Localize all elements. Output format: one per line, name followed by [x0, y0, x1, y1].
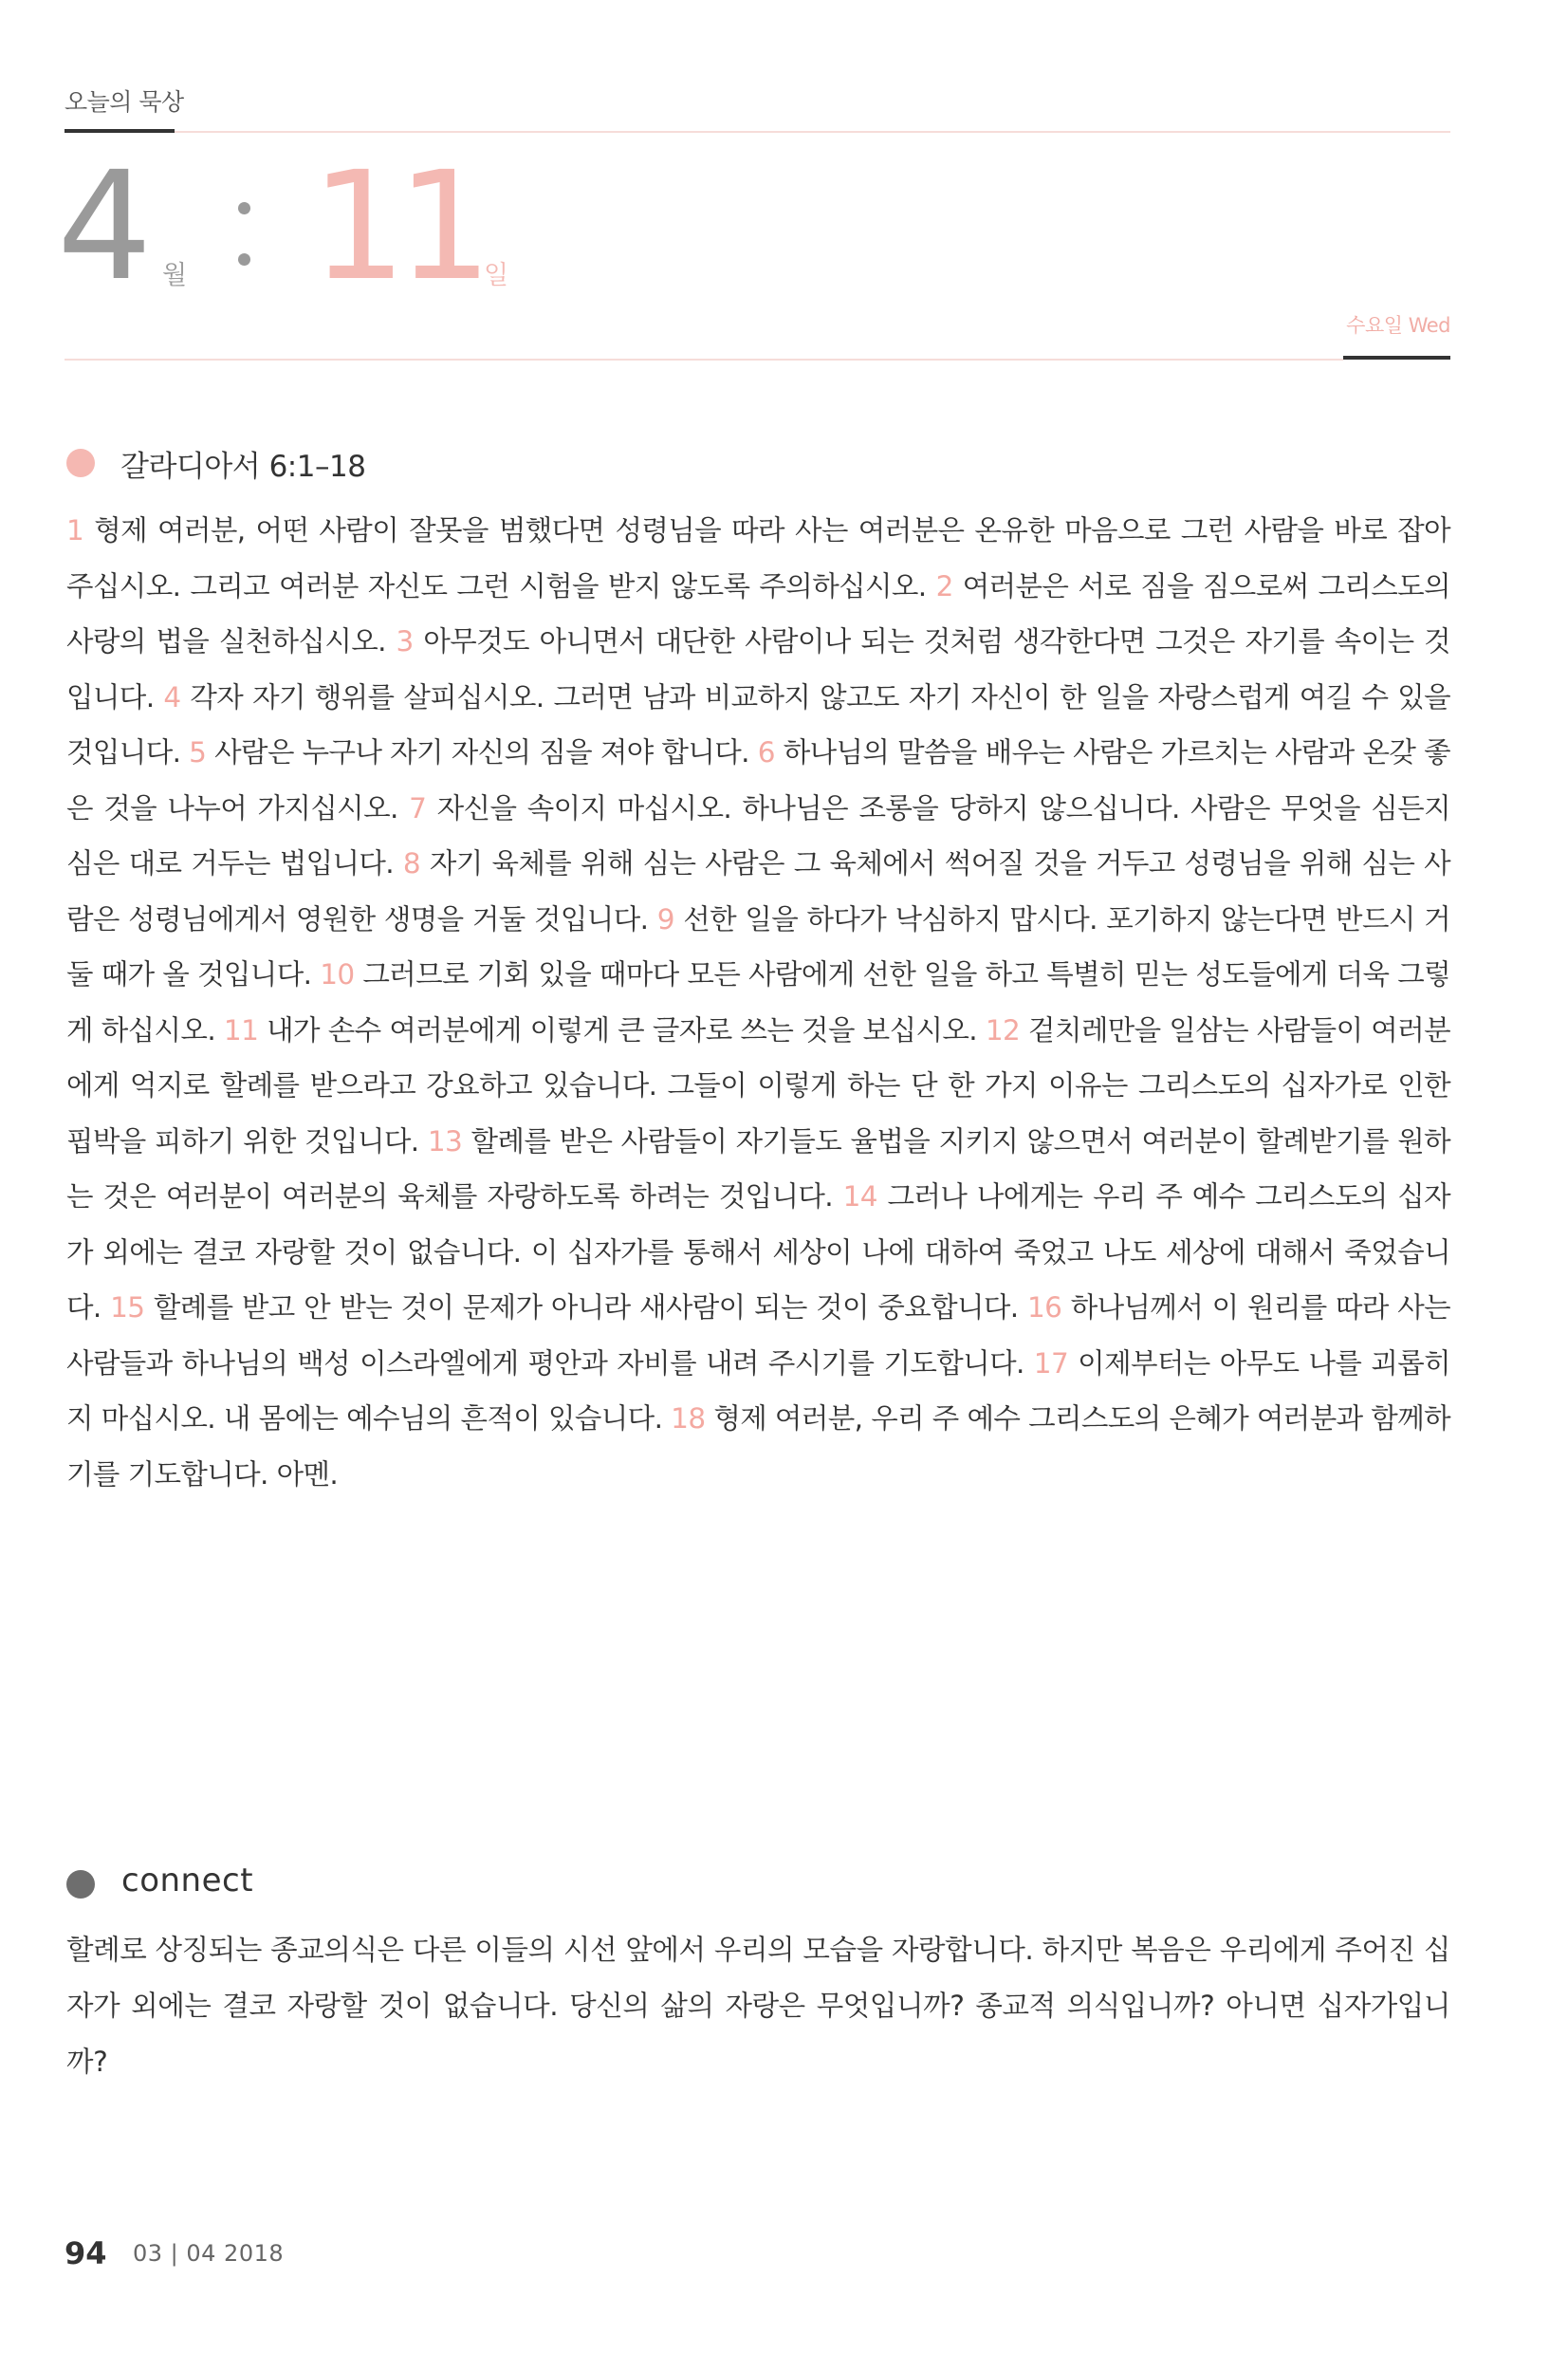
verse-text: 자기 육체를 위해 심는 사람은 그 육체에서 썩어질 것을 거두고 성령님을 위해 심는 사람은 성령님에게서 영원한 생명을 거둘 것입니다.: [66, 847, 1450, 936]
issue-date: 03 | 04 2018: [133, 2240, 285, 2267]
date-separator-colon: [238, 202, 251, 269]
verse-text: 겉치레만을 일삼는 사람들이 여러분에게 억지로 할례를 받으라고 강요하고 있습니다. 그들이 이렇게 하는 단 한 가지 이유는 그리스도의 십자가로 인한 핍박을 피하기 위한 것입니다.: [66, 1013, 1450, 1158]
verse-text: 여러분은 서로 짐을 짐으로써 그리스도의 사랑의 법을 실천하십시오.: [66, 569, 1450, 658]
verse-text: 이제부터는 아무도 나를 괴롭히지 마십시오. 내 몸에는 예수님의 흔적이 있습니다.: [66, 1346, 1450, 1435]
verse-text: 그러나 나에게는 우리 주 예수 그리스도의 십자가 외에는 결코 자랑할 것이 없습니다. 이 십자가를 통해서 세상이 나에 대하여 죽었고 나도 세상에 대해서 죽었습니다.: [66, 1180, 1450, 1324]
verse-number: 17: [1033, 1346, 1069, 1380]
date-day: 11: [311, 139, 484, 314]
verse-text: 각자 자기 행위를 살피십시오. 그러면 남과 비교하지 않고도 자기 자신이 한 일을 자랑스럽게 여길 수 있을 것입니다.: [66, 680, 1451, 769]
verse-number: 16: [1027, 1291, 1062, 1324]
passage-reference: 갈라디아서 6:1–18: [120, 450, 366, 484]
verse-text: 하나님께서 이 원리를 따라 사는 사람들과 하나님의 백성 이스라엘에게 평안과 자비를 내려 주시기를 기도합니다.: [66, 1291, 1450, 1380]
page-number: 94: [65, 2235, 107, 2271]
verse-number: 8: [402, 847, 421, 880]
date-month: 4: [57, 139, 147, 314]
verse-number: 5: [189, 736, 207, 769]
verse-text: 사람은 누구나 자기 자신의 짐을 져야 합니다.: [206, 736, 758, 769]
verse-number: 6: [757, 736, 775, 769]
colon-dot-bottom: [238, 253, 250, 266]
verse-number: 2: [935, 569, 953, 602]
verse-number: 18: [671, 1402, 706, 1435]
verse-number: 9: [656, 902, 674, 936]
verse-text: 할례를 받고 안 받는 것이 문제가 아니라 새사람이 되는 것이 중요합니다.: [144, 1291, 1027, 1324]
verse-number: 4: [163, 680, 181, 713]
connect-title: connect: [121, 1862, 254, 1899]
day-unit: 일: [484, 261, 509, 290]
connect-bullet-icon: [66, 1870, 95, 1899]
verse-text: 선한 일을 하다가 낙심하지 맙시다. 포기하지 않는다면 반드시 거둘 때가 올 것입니다.: [66, 902, 1450, 991]
header-divider: [65, 359, 1343, 361]
verse-text: 자신을 속이지 마십시오. 하나님은 조롱을 당하지 않으십니다. 사람은 무엇을 심든지 심은 대로 거두는 법입니다.: [66, 791, 1450, 880]
verse-number: 10: [320, 958, 355, 991]
verse-number: 3: [396, 625, 414, 658]
verse-number: 15: [110, 1291, 145, 1324]
top-divider: [175, 131, 1450, 133]
verse-number: 1: [66, 514, 84, 547]
passage-text: [66, 503, 1450, 1502]
verse-text: 하나님의 말씀을 배우는 사람은 가르치는 사람과 온갖 좋은 것을 나누어 가지십시오.: [66, 736, 1450, 824]
verse-text: 아무것도 아니면서 대단한 사람이나 되는 것처럼 생각한다면 그것은 자기를 속이는 것입니다.: [66, 625, 1450, 713]
verse-number: 12: [985, 1013, 1021, 1047]
verse-number: 11: [223, 1013, 259, 1047]
month-unit: 월: [162, 261, 188, 290]
connect-text: 할례로 상징되는 종교의식은 다른 이들의 시선 앞에서 우리의 모습을 자랑합니다. 하지만 복음은 우리에게 주어진 십자가 외에는 결코 자랑할 것이 없습니다. 당신의 삶의 자랑은 무엇입니까? 종교적 의식입니까? 아니면 십자가입니까?: [66, 1934, 1450, 2078]
verse-text: 그러므로 기회 있을 때마다 모든 사람에게 선한 일을 하고 특별히 믿는 성도들에게 더욱 그렇게 하십시오.: [66, 958, 1451, 1047]
section-label: 오늘의 묵상: [65, 88, 184, 116]
verse-text: 할례를 받은 사람들이 자기들도 율법을 지키지 않으면서 여러분이 할례받기를 원하는 것은 여러분이 여러분의 육체를 자랑하도록 하려는 것입니다.: [66, 1124, 1450, 1213]
passage-bullet-icon: [66, 449, 95, 477]
verse-text: 형제 여러분, 어떤 사람이 잘못을 범했다면 성령님을 따라 사는 여러분은 온유한 마음으로 그런 사람을 바로 잡아 주십시오. 그리고 여러분 자신도 그런 시험을 받지 않도록 주의하십시오.: [66, 514, 1450, 602]
verse-number: 13: [427, 1124, 463, 1158]
verse-text: 형제 여러분, 우리 주 예수 그리스도의 은혜가 여러분과 함께하기를 기도합니다. 아멘.: [66, 1402, 1451, 1491]
colon-dot-top: [238, 202, 250, 214]
weekday: 수요일 Wed: [1346, 314, 1450, 337]
weekday-underline: [1343, 356, 1450, 360]
verse-text: 내가 손수 여러분에게 이렇게 큰 글자로 쓰는 것을 보십시오.: [258, 1013, 986, 1047]
verse-number: 7: [409, 791, 427, 824]
section-label-underline: [65, 129, 175, 133]
verse-number: 14: [842, 1180, 877, 1213]
